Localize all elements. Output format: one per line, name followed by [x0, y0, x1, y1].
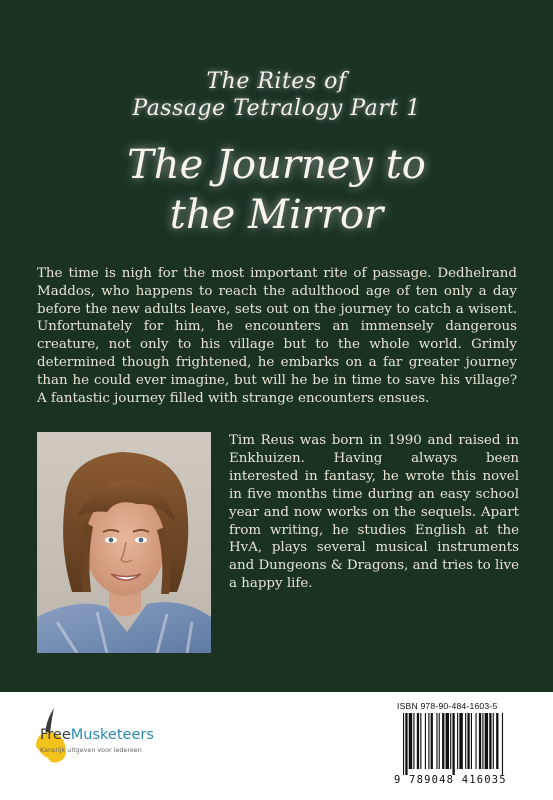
book-title — [0, 140, 553, 240]
author-bio: Tim Reus was born in 1990 and raised in Enkhuizen. Having always been interested in fantasy, he wrote this novel in five months time during an easy school year and now works on the sequels. Apart from writing, he studies English at the HvA, plays several musical instruments and Dungeons & Dragons, and tries to live a happy life. — [229, 433, 519, 592]
author-photo — [37, 432, 211, 653]
publisher-name-free: Free — [40, 727, 71, 743]
isbn-label: ISBN 978-90-484-1603-5 — [397, 701, 498, 711]
publisher-name — [40, 727, 154, 743]
series-line-2: Passage Tetralogy Part 1 — [132, 96, 421, 121]
publisher-name-musketeers: Musketeers — [70, 727, 154, 743]
title-line-1: The Journey to — [127, 142, 426, 188]
book-blurb: The time is nigh for the most important rite of passage. Dedhelrand Maddos, who happens to reach the adulthood age of ten only a day before the new adults leave, sets out on the journey to catch a wisent. Unfortunately for him, he encounters an immensely dangerous creature, not only to his village but to the whole world. Grimly determined though frightened, he embarks on a far greater journey than he could ever imagine, but will he be in time to save his village? A fantastic journey filled with strange encounters ensues. — [37, 266, 517, 406]
barcode-icon — [403, 713, 539, 775]
series-line-1: The Rites of — [206, 69, 347, 94]
series-title — [0, 68, 553, 122]
publisher-tagline: Kansrijk uitgeven voor iedereen — [40, 746, 142, 754]
title-line-2: the Mirror — [169, 192, 384, 238]
ean-digits: 9 789048 416035 — [394, 774, 507, 786]
